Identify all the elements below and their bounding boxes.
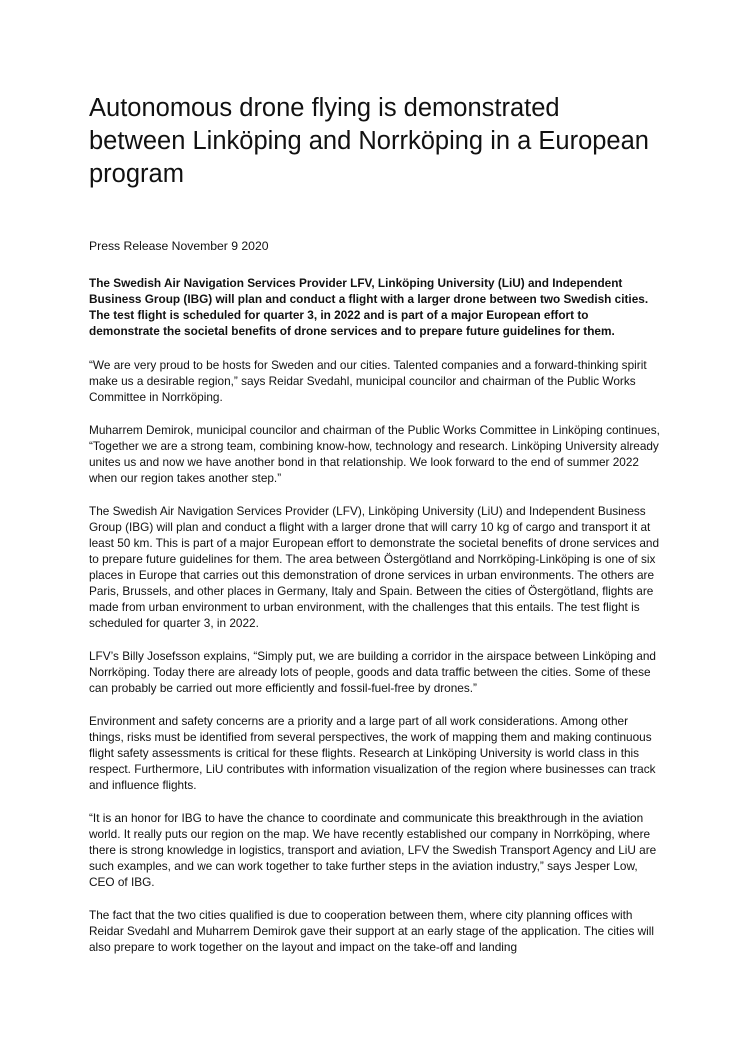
body-paragraph: The fact that the two cities qualified is due to cooperation between them, where city planning offices with Reidar Svedahl and Muharrem Demirok gave their support at an early stage of the application. The cities will also prepare to work together on the layout and impact on the take-off and landing	[89, 908, 655, 954]
body-paragraph: The Swedish Air Navigation Services Provider (LFV), Linköping University (LiU) and Independent Business Group (IBG) will plan and conduct a flight with a larger drone that will carry 10 kg of cargo and transport it at least 50 km. This is part of a major European effort to demonstrate the societal benefits of drone services and to prepare future guidelines for them. The area between Östergötland and Norrköping-Linköping is one of six places in Europe that carries out this demonstration of drone services in urban environments. The others are Paris, Brussels, and other places in Germany, Italy and Spain. Between the cities of Östergötland, flights are made from urban environment to urban environment, with the challenges that this entails. The test flight is scheduled for quarter 3, in 2022.	[89, 504, 660, 630]
body-paragraph: Muharrem Demirok, municipal councilor and chairman of the Public Works Committee in Linköping continues, “Together we are a strong team, combining know-how, technology and research. Linköping University already unites us and now we have another bond in that relationship. We look forward to the end of summer 2022 when our region takes another step.”	[89, 423, 660, 485]
lead-paragraph: The Swedish Air Navigation Services Provider LFV, Linköping University (LiU) and Independent Business Group (IBG) will plan and conduct a flight with a larger drone between two Swedish cities. The test flight is scheduled for quarter 3, in 2022 and is part of a major European effort to demonstrate the societal benefits of drone services and to prepare future guidelines for them.	[89, 276, 649, 338]
body-paragraph: Environment and safety concerns are a priority and a large part of all work considerations. Among other things, risks must be identified from several perspectives, the work of mapping them and making continuous flight safety assessments is critical for these flights. Research at Linköping University is world class in this respect. Furthermore, LiU contributes with information visualization of the region where businesses can track and influence flights.	[89, 714, 656, 792]
page-title: Autonomous drone flying is demonstrated between Linköping and Norrköping in a European program	[89, 94, 649, 188]
dateline: Press Release November 9 2020	[89, 239, 269, 253]
body-paragraph: “We are very proud to be hosts for Sweden and our cities. Talented companies and a forward-thinking spirit make us a desirable region,” says Reidar Svedahl, municipal councilor and chairman of the Public Works Committee in Norrköping.	[89, 358, 647, 404]
body-paragraph: LFV’s Billy Josefsson explains, “Simply put, we are building a corridor in the airspace between Linköping and Norrköping. Today there are already lots of people, goods and data traffic between the cities. Some of these can probably be carried out more efficiently and fossil-fuel-free by drones.”	[89, 649, 656, 695]
body-paragraph: “It is an honor for IBG to have the chance to coordinate and communicate this breakthrough in the aviation world. It really puts our region on the map. We have recently established our company in Norrköping, where there is strong knowledge in logistics, transport and aviation, LFV the Swedish Transport Agency and LiU are such examples, and we can work together to take further steps in the aviation industry,” says Jesper Low, CEO of IBG.	[89, 811, 657, 889]
